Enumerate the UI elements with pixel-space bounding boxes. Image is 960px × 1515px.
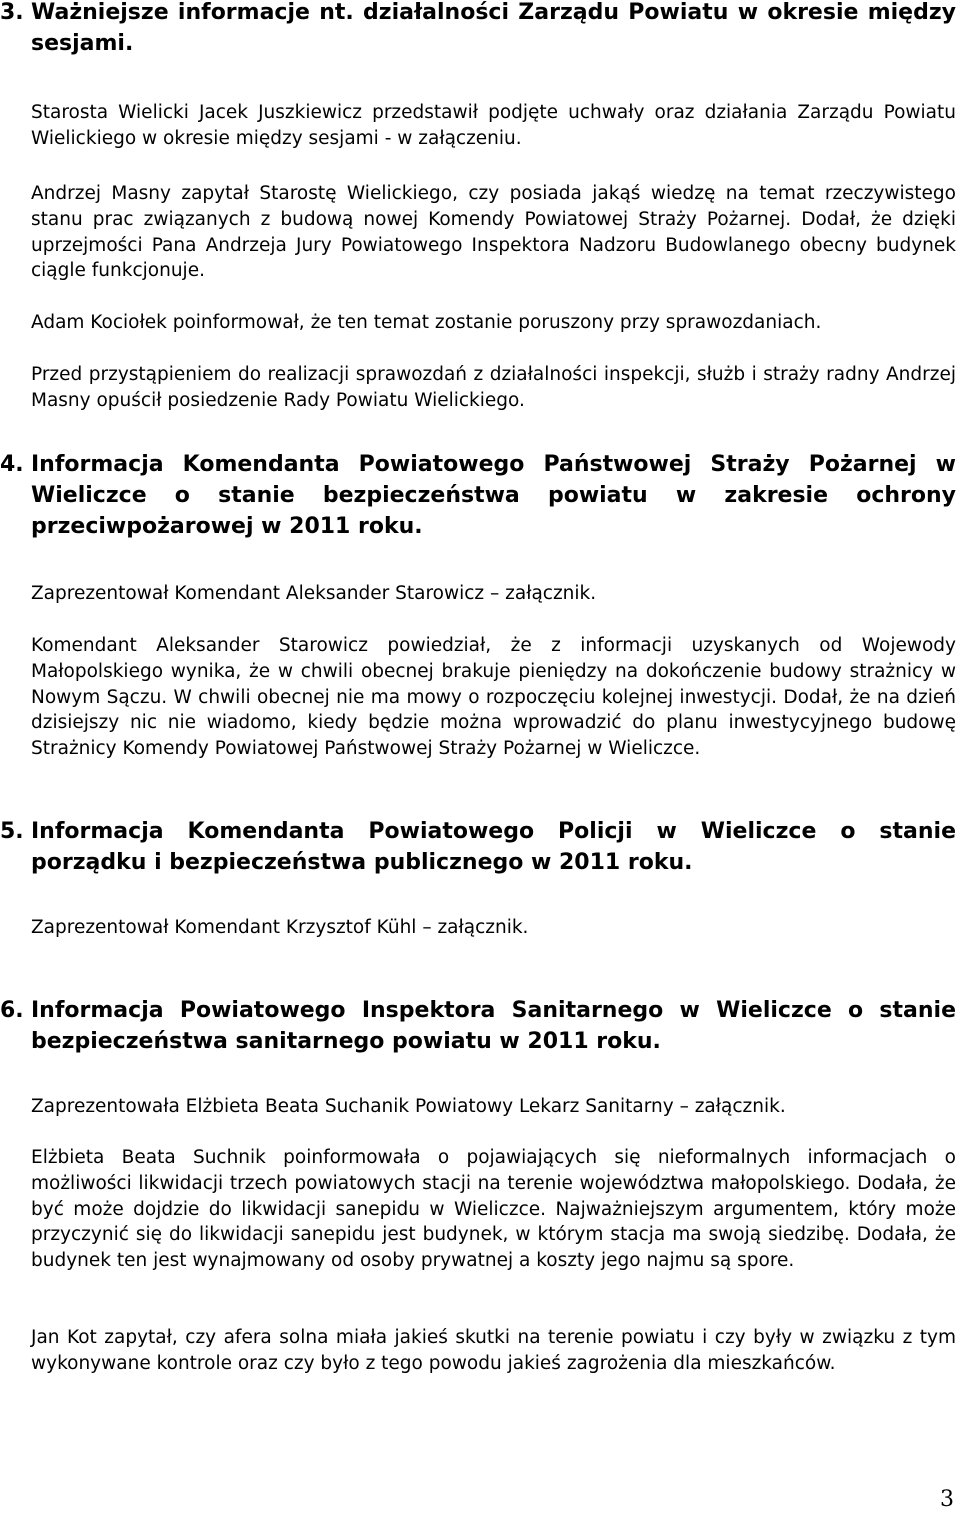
paragraph: Przed przystąpieniem do realizacji sprawozdań z działalności inspekcji, służb i straży radny Andrzej Masny opuścił posiedzenie Rady Powiatu Wielickiego.	[31, 364, 956, 411]
section-heading-6	[0, 995, 956, 1057]
paragraph: Adam Kociołek poinformował, że ten temat zostanie poruszony przy sprawozdaniach.	[31, 312, 822, 333]
section-title: Informacja Komendanta Powiatowego Państwowej Straży Pożarnej w Wieliczce o stanie bezpieczeństwa powiatu w zakresie ochrony przeciwpożarowej w 2011 roku.	[31, 452, 956, 539]
paragraph: Zaprezentował Komendant Aleksander Starowicz – załącznik.	[31, 583, 597, 604]
paragraph: Komendant Aleksander Starowicz powiedział, że z informacji uzyskanych od Wojewody Małopolskiego wynika, że w chwili obecnej brakuje pieniędzy na dokończenie budowy strażnicy w Nowym Sączu. W chwili obecnej nie ma mowy o rozpoczęciu kolejnej inwestycji. Dodał, że na dzień dzisiejszy nic nie wiadomo, kiedy będzie można wprowadzić do planu inwestycyjnego budowę Strażnicy Komendy Powiatowej Państwowej Straży Pożarnej w Wieliczce.	[31, 635, 956, 760]
paragraph: Jan Kot zapytał, czy afera solna miała jakieś skutki na terenie powiatu i czy były w związku z tym wykonywane kontrole oraz czy było z tego powodu jakieś zagrożenia dla mieszkańców.	[31, 1327, 956, 1374]
paragraph: Zaprezentował Komendant Krzysztof Kühl – załącznik.	[31, 917, 529, 938]
paragraph: Elżbieta Beata Suchnik poinformowała o pojawiających się nieformalnych informacjach o możliwości likwidacji trzech powiatowych stacji na terenie województwa małopolskiego. Dodała, że być może dojdzie do likwidacji sanepidu w Wieliczce. Najważniejszym argumentem, który może przyczynić się do likwidacji sanepidu jest budynek, w którym stacja ma swoją siedzibę. Dodała, że budynek ten jest wynajmowany od osoby prywatnej a koszty jego najmu są spore.	[31, 1147, 956, 1272]
section-heading-4	[0, 449, 956, 542]
section-heading-3	[0, 0, 956, 59]
section-title: Informacja Powiatowego Inspektora Sanitarnego w Wieliczce o stanie bezpieczeństwa sanitarnego powiatu w 2011 roku.	[31, 998, 956, 1054]
section-title: Ważniejsze informacje nt. działalności Zarządu Powiatu w okresie między sesjami.	[31, 0, 956, 56]
section-title: Informacja Komendanta Powiatowego Policji w Wieliczce o stanie porządku i bezpieczeństwa publicznego w 2011 roku.	[31, 819, 956, 875]
section-number: 4.	[0, 452, 24, 477]
section-number: 3.	[0, 0, 24, 25]
section-number: 5.	[0, 819, 24, 844]
paragraph: Andrzej Masny zapytał Starostę Wielickiego, czy posiada jakąś wiedzę na temat rzeczywistego stanu prac związanych z budową nowej Komendy Powiatowej Straży Pożarnej. Dodał, że dzięki uprzejmości Pana Andrzeja Jury Powiatowego Inspektora Nadzoru Budowlanego obecny budynek ciągle funkcjonuje.	[31, 183, 956, 282]
section-number: 6.	[0, 998, 24, 1023]
paragraph: Zaprezentowała Elżbieta Beata Suchanik Powiatowy Lekarz Sanitarny – załącznik.	[31, 1096, 786, 1117]
page-number: 3	[940, 1487, 954, 1512]
paragraph: Starosta Wielicki Jacek Juszkiewicz przedstawił podjęte uchwały oraz działania Zarządu Powiatu Wielickiego w okresie między sesjami - w załączeniu.	[31, 102, 956, 149]
section-heading-5	[0, 816, 956, 878]
